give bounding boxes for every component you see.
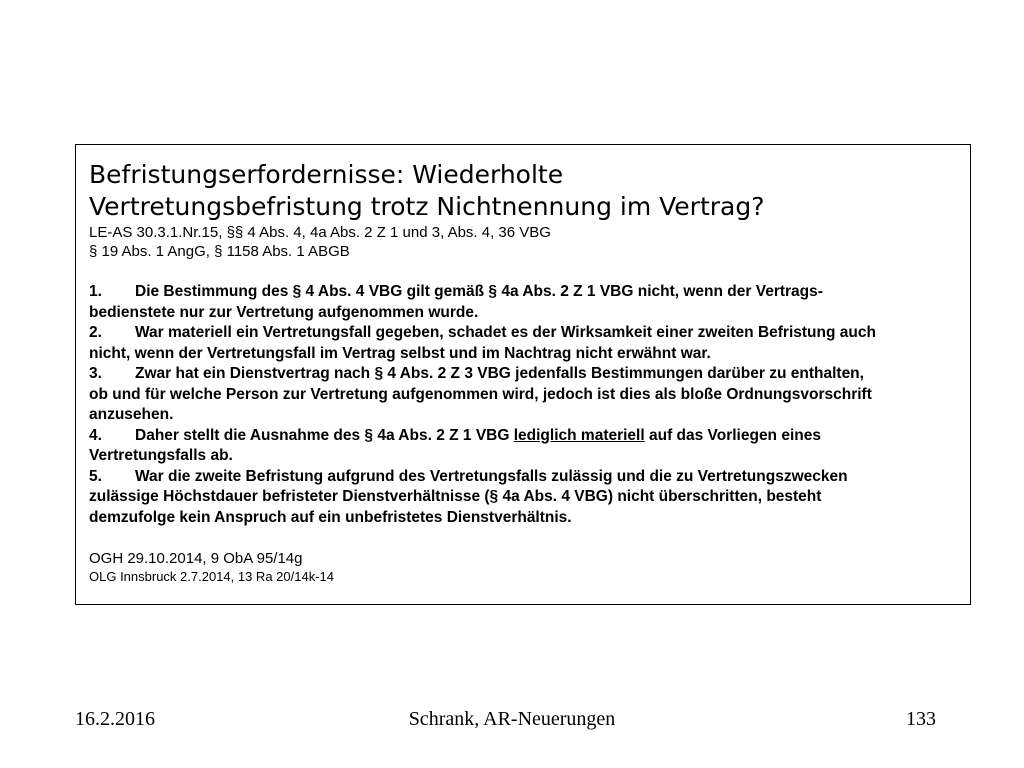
item-number: 2. — [89, 324, 102, 341]
item-text-line: nicht, wenn der Vertretungsfall im Vertrag selbst und im Nachtrag nicht erwähnt war. — [89, 344, 711, 362]
headnote-list — [89, 282, 958, 528]
item-number: 4. — [89, 426, 102, 444]
item-text-fragment: Daher stellt die Ausnahme des § 4a Abs. 2 Z 1 VBG — [135, 426, 514, 444]
item-text-line: demzufolge kein Anspruch auf ein unbefristetes Dienstverhältnis. — [89, 508, 572, 526]
item-text-line: zulässige Höchstdauer befristeter Dienstverhältnisse (§ 4a Abs. 4 VBG) nicht überschritten, besteht — [89, 488, 822, 505]
citation-ogh: OGH 29.10.2014, 9 ObA 95/14g — [89, 550, 303, 567]
page-number: 133 — [906, 708, 936, 730]
item-text-line: bedienstete nur zur Vertretung aufgenommen wurde. — [89, 303, 479, 321]
legal-references — [89, 223, 958, 261]
content-box — [75, 144, 971, 605]
slide-title — [89, 159, 958, 223]
item-text-line: Zwar hat ein Dienstvertrag nach § 4 Abs. 2 Z 3 VBG jedenfalls Bestimmungen darüber zu enthalten, — [135, 365, 864, 382]
reference-line-1: LE-AS 30.3.1.Nr.15, §§ 4 Abs. 4, 4a Abs. 2 Z 1 und 3, Abs. 4, 36 VBG — [89, 224, 551, 241]
headnote-item — [89, 364, 958, 426]
slide-title-line-2: Vertretungsbefristung trotz Nichtnennung im Vertrag? — [89, 192, 765, 221]
headnote-item — [89, 426, 958, 467]
reference-line-2: § 19 Abs. 1 AngG, § 1158 Abs. 1 ABGB — [89, 243, 350, 260]
item-number: 3. — [89, 365, 102, 382]
item-number: 5. — [89, 467, 102, 485]
headnote-item — [89, 467, 958, 529]
item-text-line: ob und für welche Person zur Vertretung aufgenommen wird, jedoch ist dies als bloße Ordnungsvorschrift — [89, 385, 872, 403]
item-text-fragment: auf das Vorliegen eines — [644, 426, 821, 444]
headnote-item — [89, 323, 958, 364]
item-text-line: Vertretungsfalls ab. — [89, 447, 233, 464]
item-number: 1. — [89, 283, 102, 300]
underlined-emphasis: lediglich materiell — [513, 426, 645, 444]
footer-title: Schrank, AR-Neuerungen — [408, 708, 616, 730]
item-text-line: anzusehen. — [89, 406, 174, 423]
citation-olg: OLG Innsbruck 2.7.2014, 13 Ra 20/14k-14 — [89, 569, 334, 584]
headnote-item — [89, 282, 958, 323]
item-text-line: War die zweite Befristung aufgrund des Vertretungsfalls zulässig und die zu Vertretungszwecken — [135, 467, 848, 485]
slide-title-line-1: Befristungserfordernisse: Wiederholte — [89, 160, 564, 189]
item-text-line: War materiell ein Vertretungsfall gegeben, schadet es der Wirksamkeit einer zweiten Befristung auch — [135, 324, 876, 341]
item-text-line: Die Bestimmung des § 4 Abs. 4 VBG gilt gemäß § 4a Abs. 2 Z 1 VBG nicht, wenn der Vertrags- — [135, 283, 823, 300]
footer-date: 16.2.2016 — [75, 708, 155, 730]
